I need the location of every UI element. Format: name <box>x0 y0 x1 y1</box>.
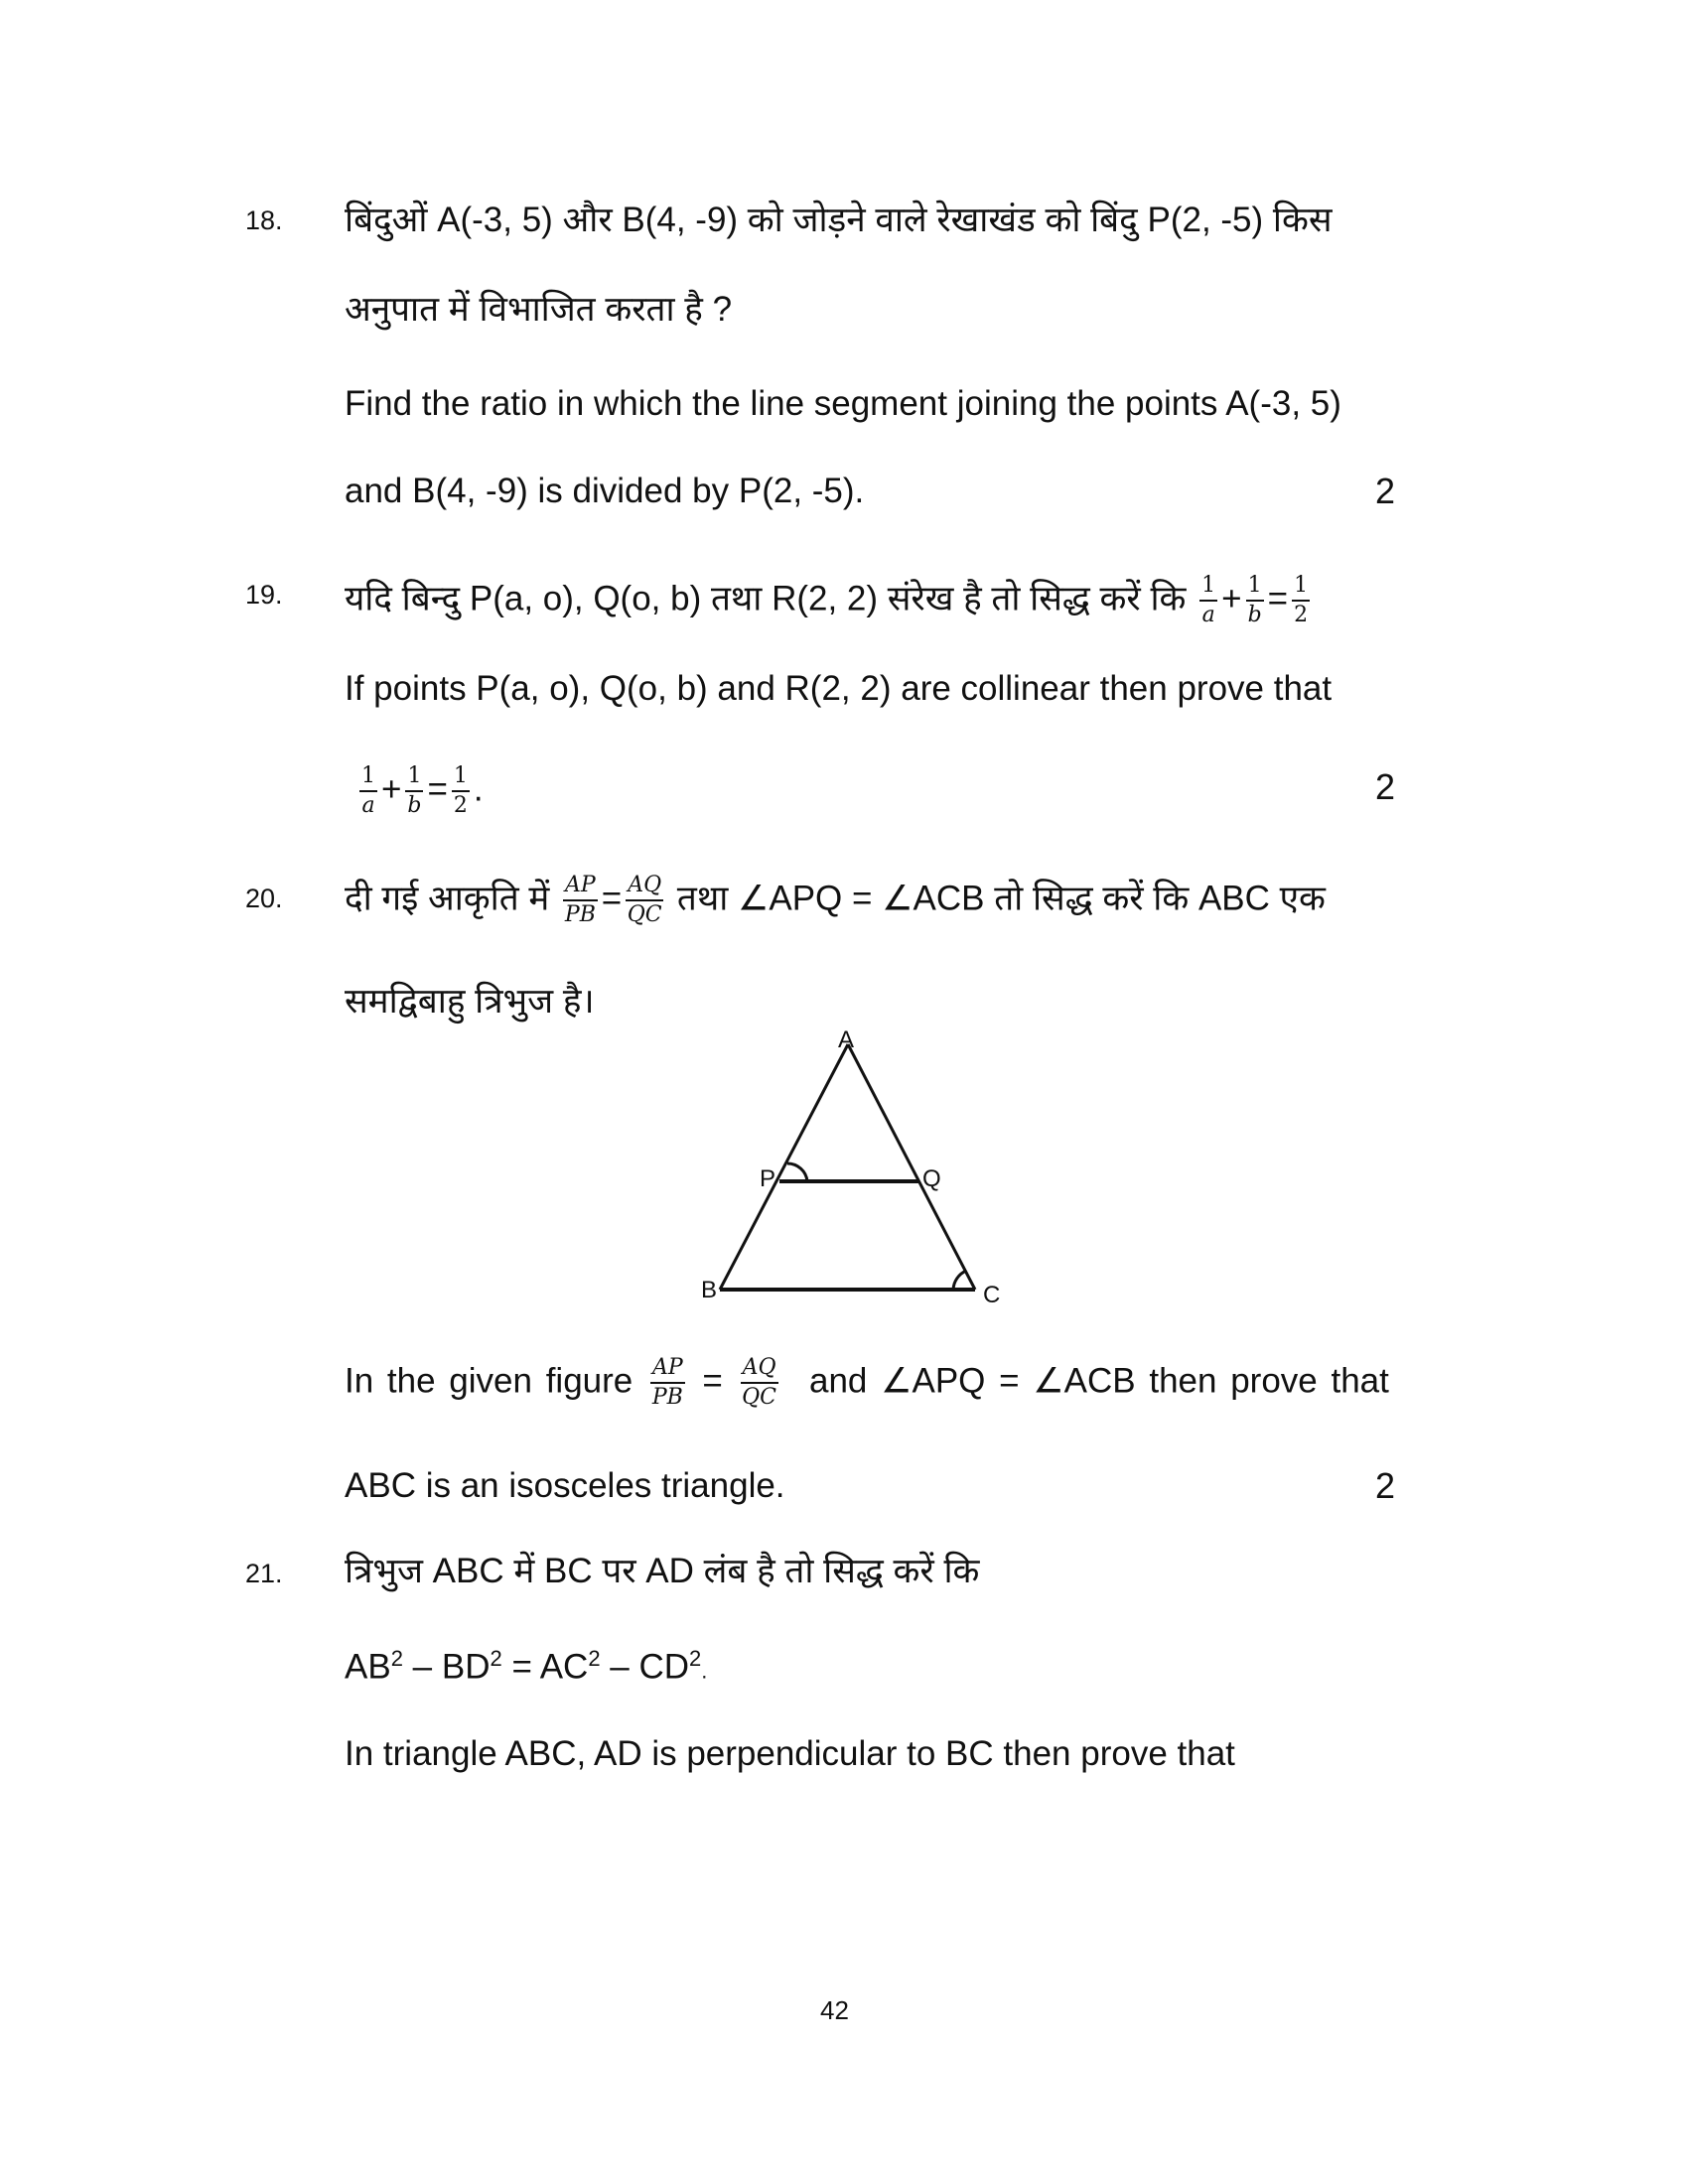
label-b: B <box>701 1277 718 1303</box>
q19-hindi-text: यदि बिन्दु P(a, o), Q(o, b) तथा R(2, 2) संरेख है तो सिद्ध करें कि <box>345 579 1187 618</box>
question-number: 19. <box>245 580 283 610</box>
fraction: $\frac{1}{b}$ <box>1247 573 1262 628</box>
q18-hindi-line1: बिंदुओं A(-3, 5) और B(4, -9) को जोड़ने वाले रेखाखंड को बिंदु P(2, -5) किस <box>345 201 1333 239</box>
label-a: A <box>838 1026 855 1053</box>
q21-equation: $AB^2 - BD^2 = AC^2 - CD^2$. <box>345 1646 708 1687</box>
fraction: $\frac{AQ}{QC}$ <box>742 1355 777 1411</box>
q18-english-line2: and B(4, -9) is divided by P(2, -5). <box>345 472 865 510</box>
fraction: $\frac{1}{b}$ <box>407 763 422 819</box>
q19-hindi-line1: यदि बिन्दु P(a, o), Q(o, b) तथा R(2, 2) संरेख है तो सिद्ध करें कि $\frac{1}{a}$ + $\frac{1}{b}$ = $\frac{1}{2}$ <box>345 573 1309 628</box>
marks: 2 <box>1375 766 1396 807</box>
q19-english-line1: If points P(a, o), Q(o, b) and R(2, 2) are collinear then prove that <box>345 669 1333 708</box>
q20-english-line2: ABC is an isosceles triangle. <box>345 1466 785 1505</box>
label-q: Q <box>922 1165 941 1192</box>
label-p: P <box>760 1165 776 1192</box>
question-number: 18. <box>245 205 283 235</box>
fraction: $\frac{1}{a}$ <box>1201 573 1216 628</box>
q18-hindi-line2: अनुपात में विभाजित करता है ? <box>345 290 733 329</box>
fraction: $\frac{1}{2}$ <box>453 763 468 819</box>
marks: 2 <box>1375 471 1396 511</box>
label-c: C <box>983 1282 1001 1308</box>
q19-equation: $\frac{1}{a}$ + $\frac{1}{b}$ = $\frac{1}{2}$ . <box>361 763 484 819</box>
angle-acb-arc <box>953 1271 966 1290</box>
marks: 2 <box>1375 1465 1396 1506</box>
fraction: $\frac{1}{2}$ <box>1294 573 1309 628</box>
q20-hindi-line2: समद्विबाहु त्रिभुज है। <box>345 982 595 1021</box>
q20-hindi-line1: दी गई आकृति में $\frac{AP}{PB}$ = $\frac{AQ}{QC}$ तथा ∠APQ = ∠ACB तो सिद्ध करें कि ABC एक <box>345 873 1326 928</box>
fraction: $\frac{1}{a}$ <box>361 763 375 819</box>
q21-english-line1: In triangle ABC, AD is perpendicular to BC then prove that <box>345 1734 1235 1773</box>
page-number: 42 <box>820 1995 849 2025</box>
question-number: 21. <box>245 1559 283 1588</box>
fraction: $\frac{AP}{PB}$ <box>564 873 596 928</box>
q18-english-line1: Find the ratio in which the line segment joining the points A(-3, 5) <box>345 384 1341 423</box>
fraction: $\frac{AQ}{QC}$ <box>627 873 662 928</box>
fraction: $\frac{AP}{PB}$ <box>651 1355 683 1411</box>
angle-apq-arc <box>787 1163 807 1181</box>
question-number: 20. <box>245 884 283 913</box>
q20-english-line1: In the given figure $\frac{AP}{PB}$ = $\frac{AQ}{QC}$ and ∠APQ = ∠ACB then prove that <box>345 1355 1389 1411</box>
q21-hindi-line1: त्रिभुज ABC में BC पर AD लंब है तो सिद्ध करें कि <box>345 1552 980 1590</box>
